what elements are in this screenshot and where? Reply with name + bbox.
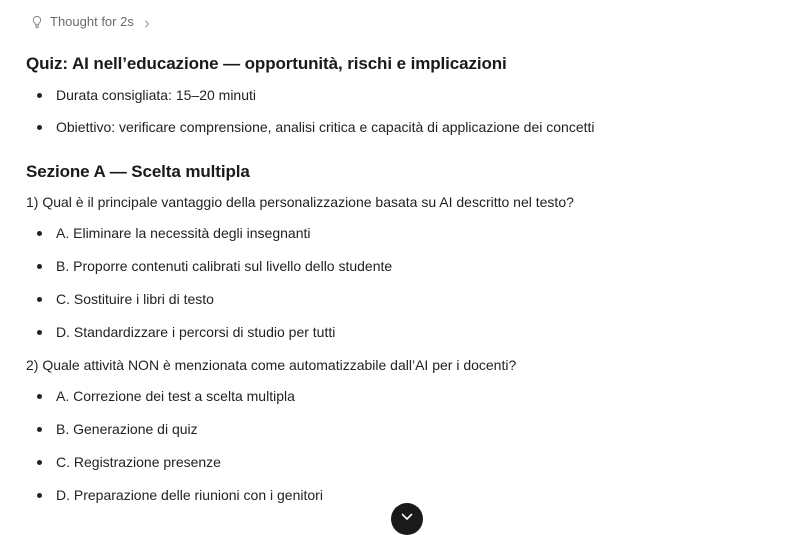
thought-toggle[interactable] bbox=[30, 14, 152, 29]
list-item: Durata consigliata: 15–20 minuti bbox=[26, 86, 786, 104]
question-1-options bbox=[26, 224, 786, 341]
list-item: B. Proporre contenuti calibrati sul livello dello studente bbox=[26, 257, 786, 275]
list-item: A. Correzione dei test a scelta multipla bbox=[26, 387, 786, 405]
response-content bbox=[26, 54, 786, 504]
list-item: D. Standardizzare i percorsi di studio per tutti bbox=[26, 323, 786, 341]
question-2: 2) Quale attività NON è menzionata come automatizzabile dall’AI per i docenti? bbox=[26, 357, 517, 373]
scroll-to-bottom-button[interactable] bbox=[391, 503, 423, 535]
list-item: B. Generazione di quiz bbox=[26, 420, 786, 438]
quiz-meta-list bbox=[26, 86, 786, 136]
section-a-title: Sezione A — Scelta multipla bbox=[26, 162, 250, 181]
list-item: C. Sostituire i libri di testo bbox=[26, 290, 786, 308]
chevron-right-icon bbox=[142, 17, 152, 27]
quiz-title: Quiz: AI nell’educazione — opportunità, rischi e implicazioni bbox=[26, 54, 507, 73]
chevron-down-icon bbox=[401, 513, 413, 521]
lightbulb-icon bbox=[30, 15, 44, 29]
list-item: C. Registrazione presenze bbox=[26, 453, 786, 471]
thought-label: Thought for 2s bbox=[50, 14, 134, 29]
question-1: 1) Qual è il principale vantaggio della personalizzazione basata su AI descritto nel testo? bbox=[26, 194, 574, 210]
list-item: D. Preparazione delle riunioni con i genitori bbox=[26, 486, 786, 504]
question-2-options bbox=[26, 387, 786, 504]
list-item: A. Eliminare la necessità degli insegnanti bbox=[26, 224, 786, 242]
list-item: Obiettivo: verificare comprensione, analisi critica e capacità di applicazione dei concetti bbox=[26, 118, 786, 136]
